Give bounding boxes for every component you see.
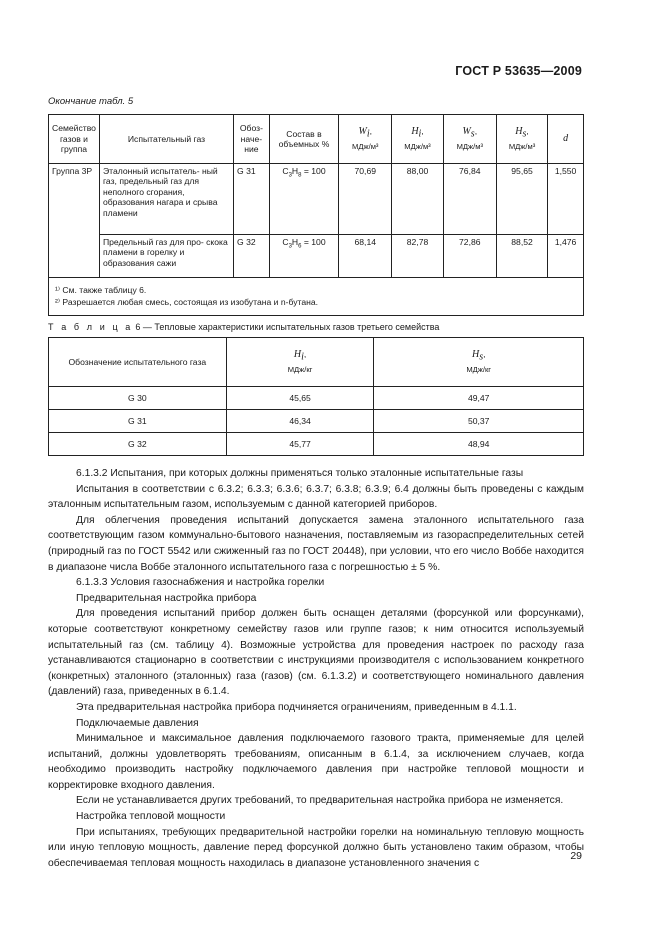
table6-hs-cell: 48,94 (374, 433, 584, 456)
footnote-mark: ¹⁾ (55, 285, 60, 295)
page-number: 29 (570, 850, 582, 862)
section-heading: 6.1.3.3 Условия газоснабжения и настройка горелки (76, 577, 325, 589)
comp-element: C (282, 166, 289, 176)
table6-hi-cell: 45,65 (226, 387, 374, 410)
table5-header-group: Семейство газов и группа (49, 115, 100, 164)
table5-gas-cell: Предельный газ для про- скока пламени в горелку и образования сажи (99, 235, 233, 278)
table5-gas-cell: Эталонный испытатель- ный газ, предельный газ для неполного сгорания, образования нагара и срыва пламени (99, 164, 233, 235)
table5-hi-cell: 82,78 (392, 235, 443, 278)
table6-gas-cell: G 30 (49, 387, 227, 410)
table5-hs-cell: 88,52 (496, 235, 547, 278)
table6-hs-cell: 49,47 (374, 387, 584, 410)
table6-header-row (49, 338, 584, 387)
table6-gas-cell: G 31 (49, 410, 227, 433)
paragraph: Для облегчения проведения испытаний допускается замена эталонного испытательного газа соответствующим газом коммунально-бытового назначения, поставляемым из газораспределительных сетей (природный газ по ГОСТ 5542 или сжиженный газ по ГОСТ 20448), при условии, что его число Воббе находится в диапазоне числа Воббе эталонного испытательного газа с погрешностью ± 5 %. (48, 514, 584, 573)
table6-caption (48, 322, 439, 332)
table5-footnotes-row (49, 278, 584, 316)
footnote-mark: ²⁾ (55, 297, 60, 308)
table5-wi-cell: 70,69 (339, 164, 392, 235)
ws-symbol: W (462, 126, 471, 138)
hi-symbol: H (411, 126, 419, 138)
paragraph: При испытаниях, требующих предварительной настройки горелки на номинальную тепловую мощность или иную тепловую мощность, давление перед форсункой должно быть установлено таким образом, чтобы обеспечиваемая тепловая мощность находилась в диапазоне установленного значения с (48, 826, 584, 869)
hi-symbol: H (293, 349, 302, 361)
table5 (48, 114, 584, 316)
table-row (49, 235, 584, 278)
table-row (49, 410, 584, 433)
wi-symbol: W (358, 126, 367, 138)
table5-header-hs: $H_s$, МДж/м³ (496, 115, 547, 164)
table6 (48, 337, 584, 456)
paragraph: Эта предварительная настройка прибора подчиняется ограничениям, приведенным в 4.1.1. (76, 701, 517, 713)
footnote-text: Разрешается любая смесь, состоящая из изобутана и n-бутана. (62, 297, 319, 308)
table5-header-d (548, 115, 584, 164)
table5-composition-cell (269, 164, 338, 235)
hi-subscript: i (418, 129, 422, 141)
table5-header-designation: Обоз- наче- ние (234, 115, 270, 164)
paragraph: Испытания в соответствии с 6.3.2; 6.3.3; 6.3.6; 6.3.7; 6.3.8; 6.3.9; 6.4 должны быть проведены с каждым эталонным испытательным газом, используемым с данной категорией приборов. (48, 483, 584, 511)
subheading: Настройка тепловой мощности (76, 811, 226, 823)
table5-header-ws: $W_s$, МДж/м³ (443, 115, 496, 164)
table5-ws-cell: 76,84 (443, 164, 496, 235)
comp-sub: 3 (288, 243, 292, 250)
comp-element: H (291, 237, 299, 247)
table5-header-gas: Испытательный газ (99, 115, 233, 164)
hs-unit: МДж/кг (466, 365, 492, 375)
hs-symbol: H (515, 126, 523, 138)
table5-caption: Окончание табл. 5 (48, 96, 134, 107)
wi-unit: МДж/м³ (352, 142, 379, 152)
subheading: Подключаемые давления (76, 717, 199, 729)
comp-element: H (291, 166, 299, 176)
footnote-text: См. также таблицу 6. (62, 285, 147, 295)
paragraph: Для проведения испытаний прибор должен быть оснащен деталями (форсункой или форсунками), которые соответствуют конкретному семейству газов или группе газов; к ним относится используемый испытательный газ (см. таблицу 4). Возможные устройства для проведения настроек по расходу газа устанавливаются стационарно в соответствии с инструкциями производителя с использованием конкретного (конкретных) эталонного (эталонных) газа (газов) (см. 6.1.3.2) и соответствующего номинального давления (давлений) газа, приведенных в 6.1.4. (48, 608, 584, 698)
table5-hi-cell: 88,00 (392, 164, 443, 235)
hi-subscript: i (301, 352, 304, 364)
wi-subscript: i (366, 129, 370, 141)
table5-d-cell: 1,550 (548, 164, 584, 235)
table5-d-cell: 1,476 (548, 235, 584, 278)
hs-subscript: s (479, 352, 484, 364)
subheading: Предварительная настройка прибора (76, 592, 257, 604)
table6-hs-cell: 50,37 (374, 410, 584, 433)
table5-header-row (49, 115, 584, 164)
table6-gas-cell: G 32 (49, 433, 227, 456)
document-header: ГОСТ Р 53635—2009 (455, 64, 582, 78)
hs-symbol: H (471, 349, 480, 361)
comp-value: = 100 (301, 166, 326, 176)
table5-header-hi: $H_i$, МДж/м³ (392, 115, 443, 164)
table5-header-composition: Состав в объемных % (269, 115, 338, 164)
paragraph: Если не устанавливается других требований, то предварительная настройка прибора не изменяется. (76, 795, 564, 807)
table6-header-hs: $H_s$, МДж/кг (374, 338, 584, 387)
footnote-2 (55, 297, 577, 307)
table-row (49, 387, 584, 410)
section-heading: 6.1.3.2 Испытания, при которых должны применяться только эталонные испытательные газы (76, 468, 524, 479)
table-row (49, 433, 584, 456)
comp-sub: 3 (288, 172, 292, 179)
hi-unit: МДж/кг (287, 365, 313, 375)
table6-caption-title: 6 — Тепловые характеристики испытательных газов третьего семейства (132, 322, 440, 332)
table-row (49, 164, 584, 235)
comp-value: = 100 (301, 237, 326, 247)
comp-sub: 6 (298, 243, 302, 250)
ws-subscript: s (470, 129, 475, 141)
table6-header-hi: $H_i$, МДж/кг (226, 338, 374, 387)
body-text (48, 466, 584, 871)
table5-group-cell: Группа 3P (49, 164, 100, 278)
table5-footnotes (49, 278, 584, 316)
hs-subscript: s (522, 129, 527, 141)
table6-header-gas: Обозначение испытательного газа (49, 338, 227, 387)
d-symbol: d (563, 132, 569, 144)
footnote-1 (55, 285, 577, 295)
table5-wi-cell: 68,14 (339, 235, 392, 278)
table5-designation-cell: G 32 (234, 235, 270, 278)
hi-unit: МДж/м³ (404, 142, 431, 152)
table5-ws-cell: 72,86 (443, 235, 496, 278)
table5-designation-cell: G 31 (234, 164, 270, 235)
table5-composition-cell (269, 235, 338, 278)
table6-hi-cell: 45,77 (226, 433, 374, 456)
hs-unit: МДж/м³ (508, 142, 536, 152)
table5-hs-cell: 95,65 (496, 164, 547, 235)
comp-sub: 8 (298, 172, 302, 179)
table6-hi-cell: 46,34 (226, 410, 374, 433)
paragraph: Минимальное и максимальное давления подключаемого газового тракта, применяемые для целей испытаний, должны удовлетворять требованиям, описанным в 6.1.4, за исключением случаев, когда необходимо производить настройку подключаемого давления при настройке тепловой мощности и корректировке входного давления. (48, 733, 584, 791)
table5-header-wi: $W_i$, МДж/м³ (339, 115, 392, 164)
comp-element: C (282, 237, 289, 247)
table6-caption-label: Т а б л и ц а (48, 322, 133, 332)
ws-unit: МДж/м³ (456, 142, 483, 152)
